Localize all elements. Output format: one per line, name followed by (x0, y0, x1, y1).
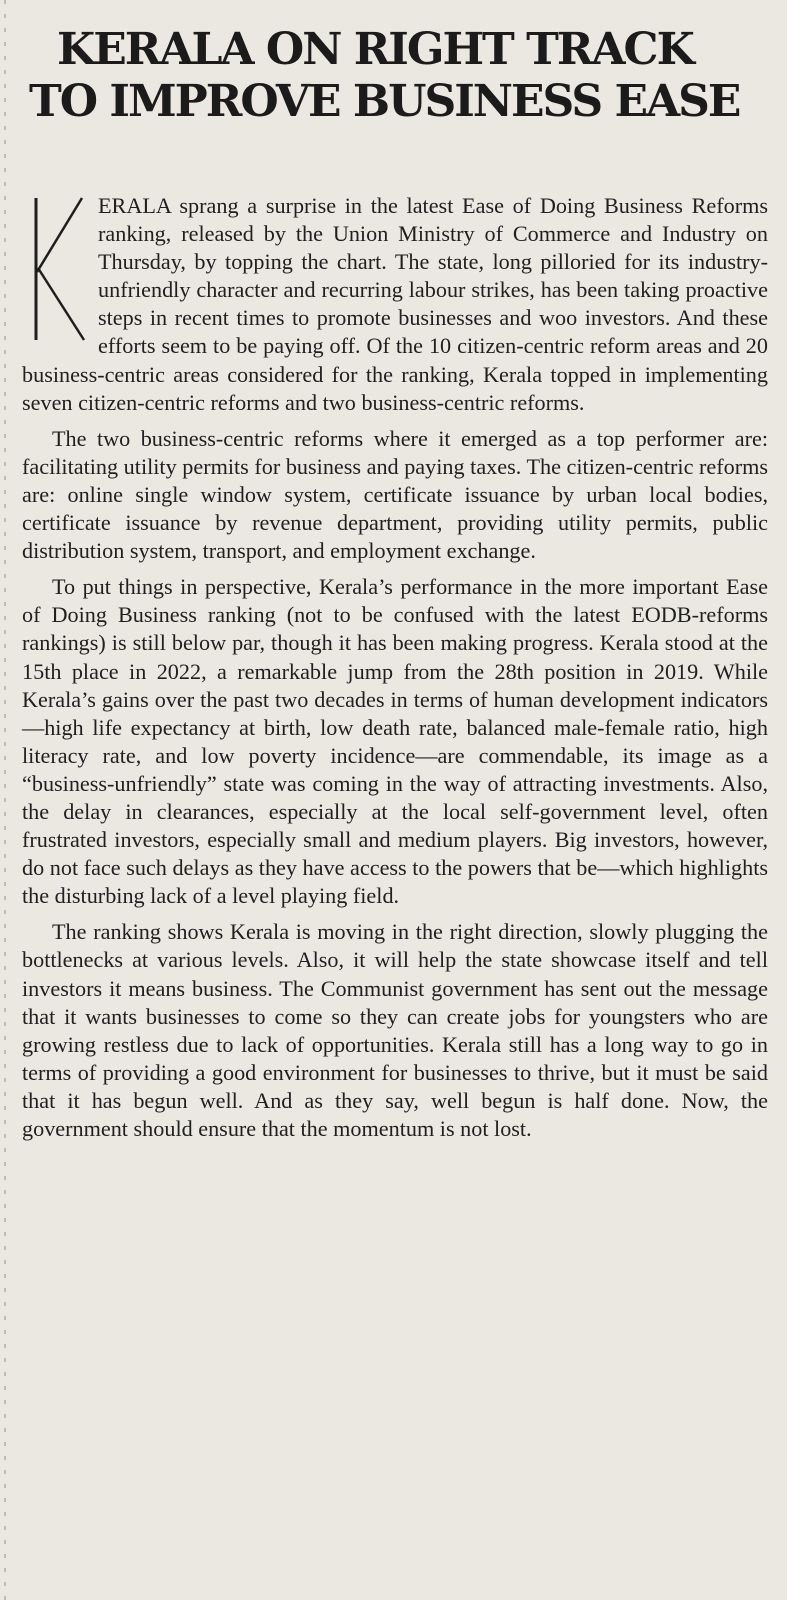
article-paragraph-1 (22, 192, 768, 417)
drop-cap-k-glyph (22, 194, 92, 344)
drop-cap (22, 194, 92, 344)
article-paragraph-1-text: ERALA sprang a surprise in the latest Ease of Doing Business Reforms ranking, released by the Union Ministry of Commerce and Industry on Thursday, by topping the chart. The state, long pilloried for its industry-unfriendly character and recurring labour strikes, has been taking proactive steps in recent times to promote businesses and woo investors. And these efforts seem to be paying off. Of the 10 citizen-centric reform areas and 20 business-centric areas considered for the ranking, Kerala topped in implementing seven citizen-centric reforms and two business-centric reforms. (22, 193, 768, 415)
article-body (22, 192, 768, 1151)
headline-line-2: TO IMPROVE BUSINESS EASE (29, 76, 740, 127)
article-paragraph-2: The two business-centric reforms where it emerged as a top performer are: facilitating utility permits for business and paying taxes. The citizen-centric reforms are: online single window system, certificate issuance by urban local bodies, certificate issuance by revenue department, providing utility permits, public distribution system, transport, and employment exchange. (22, 425, 768, 564)
article-paragraph-3: To put things in perspective, Kerala’s performance in the more important Ease of Doing Business ranking (not to be confused with the latest EODB-reforms rankings) is still below par, though it has been making progress. Kerala stood at the 15th place in 2022, a remarkable jump from the 28th position in 2019. While Kerala’s gains over the past two decades in terms of human development indicators—high life expectancy at birth, low death rate, balanced male-female ratio, high literacy rate, and low poverty incidence—are commendable, its image as a “business-unfriendly” state was coming in the way of attracting investments. Also, the delay in clearances, especially at the local self-government level, often frustrated investors, especially small and medium players. Big investors, however, do not face such delays as they have access to the powers that be—which highlights the disturbing lack of a level playing field. (22, 574, 768, 909)
article-paragraph-4: The ranking shows Kerala is moving in the right direction, slowly plugging the bottlenecks at various levels. Also, it will help the state showcase itself and tell investors it means business. The Communist government has sent out the message that it wants businesses to come so they can create jobs for youngsters who are growing restless due to lack of opportunities. Kerala still has a long way to go in terms of providing a good environment for businesses to thrive, but it must be said that it has begun well. And as they say, well begun is half done. Now, the government should ensure that the momentum is not lost. (22, 919, 768, 1141)
headline (22, 24, 772, 128)
cut-margin-dashes (4, 0, 6, 1600)
headline-line-1: KERALA ON RIGHT TRACK (57, 24, 693, 75)
